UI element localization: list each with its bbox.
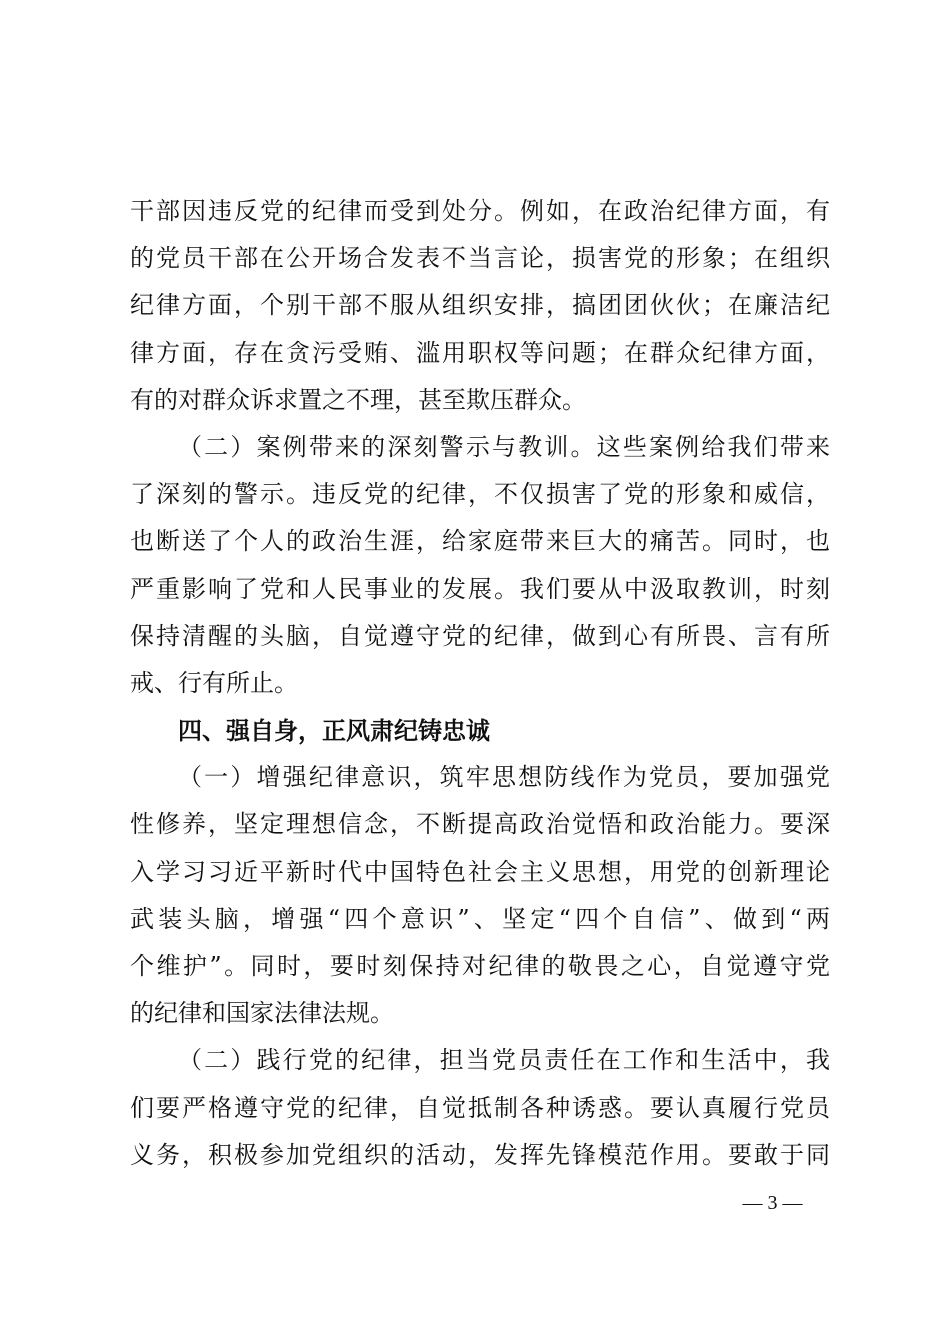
- paragraph-line: 戒、行有所止。: [130, 668, 298, 697]
- paragraph-line: 也断送了个人的政治生涯，给家庭带来巨大的痛苦。同时，也: [130, 527, 830, 556]
- paragraph-line: （二）案例带来的深刻警示与教训。这些案例给我们带来: [178, 432, 830, 461]
- paragraph-line: 保持清醒的头脑，自觉遵守党的纪律，做到心有所畏、言有所: [130, 621, 830, 650]
- paragraph-line: 的纪律和国家法律法规。: [130, 999, 394, 1028]
- paragraph-line: 律方面，存在贪污受贿、滥用职权等问题；在群众纪律方面，: [130, 338, 830, 367]
- paragraph-line: （一）增强纪律意识，筑牢思想防线作为党员，要加强党: [178, 763, 830, 792]
- paragraph-line: 了深刻的警示。违反党的纪律，不仅损害了党的形象和威信，: [130, 480, 830, 509]
- paragraph-line: 入学习习近平新时代中国特色社会主义思想，用党的创新理论: [130, 857, 830, 886]
- paragraph-line: 纪律方面，个别干部不服从组织安排，搞团团伙伙；在廉洁纪: [130, 291, 830, 320]
- paragraph-line: 性修养，坚定理想信念，不断提高政治觉悟和政治能力。要深: [130, 810, 830, 839]
- paragraph-line: 武装头脑，增强“四个意识”、坚定“四个自信”、做到“两: [130, 904, 830, 933]
- document-body: [130, 188, 830, 1179]
- paragraph-line: 义务，积极参加党组织的活动，发挥先锋模范作用。要敢于同: [130, 1140, 830, 1169]
- paragraph-line: 有的对群众诉求置之不理，甚至欺压群众。: [130, 385, 586, 414]
- paragraph-line: 们要严格遵守党的纪律，自觉抵制各种诱惑。要认真履行党员: [130, 1093, 830, 1122]
- paragraph-line: 干部因违反党的纪律而受到处分。例如，在政治纪律方面，有: [130, 197, 830, 225]
- paragraph-line: 严重影响了党和人民事业的发展。我们要从中汲取教训，时刻: [130, 574, 830, 603]
- page-number: — 3 —: [742, 1192, 803, 1214]
- paragraph-line: （二）践行党的纪律，担当党员责任在工作和生活中，我: [178, 1046, 830, 1075]
- paragraph-line: 个维护”。同时，要时刻保持对纪律的敬畏之心，自觉遵守党: [130, 952, 830, 980]
- section-heading: 四、强自身，正风肃纪铸忠诚: [178, 716, 490, 746]
- paragraph-line: 的党员干部在公开场合发表不当言论，损害党的形象；在组织: [130, 244, 830, 273]
